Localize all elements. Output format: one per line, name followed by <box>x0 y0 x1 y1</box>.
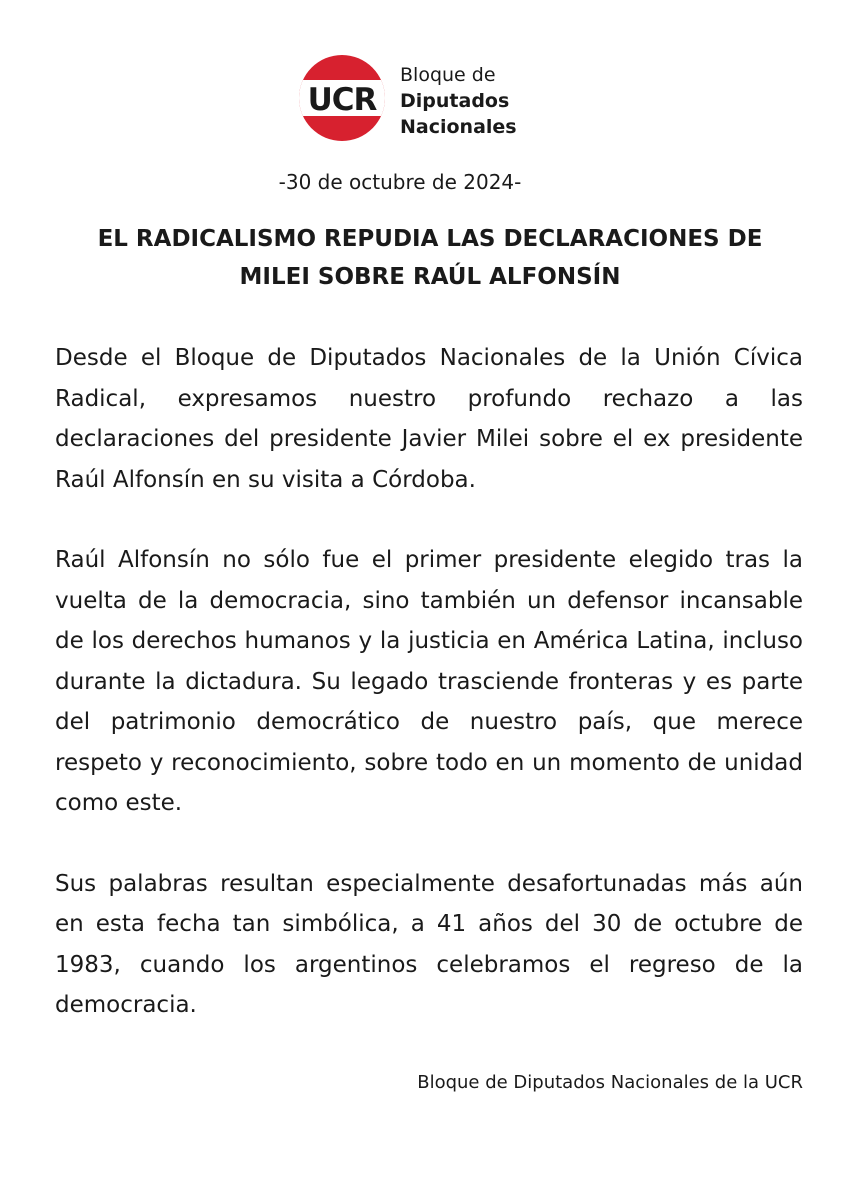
headline-line-1: EL RADICALISMO REPUDIA LAS DECLARACIONES DE <box>97 226 763 252</box>
headline <box>60 220 800 296</box>
logo-line-3: Nacionales <box>400 116 517 138</box>
logo-wordmark <box>400 62 517 140</box>
signature: Bloque de Diputados Nacionales de la UCR <box>417 1072 803 1093</box>
paragraph-1: Desde el Bloque de Diputados Nacionales de la Unión Cívica Radical, expresamos nuestro profundo rechazo a las declaraciones del presidente Javier Milei sobre el ex presidente Raúl Alfonsín en su visita a Córdoba. <box>55 345 803 493</box>
ucr-logo <box>298 54 538 144</box>
ucr-logo-mark <box>298 54 386 142</box>
paragraph-2: Raúl Alfonsín no sólo fue el primer presidente elegido tras la vuelta de la democracia, sino también un defensor incansable de los derechos humanos y la justicia en América Latina, incluso durante la dictadura. Su legado trasciende fronteras y es parte del patrimonio democrático de nuestro país, que merece respeto y reconocimiento, sobre todo en un momento de unidad como este. <box>55 547 803 816</box>
body-text <box>55 338 803 1026</box>
press-release-date: -30 de octubre de 2024- <box>278 170 522 194</box>
paragraph-3: Sus palabras resultan especialmente desafortunadas más aún en esta fecha tan simbólica, a 41 años del 30 de octubre de 1983, cuando los argentinos celebramos el regreso de la democracia. <box>55 870 803 1018</box>
logo-line-1: Bloque de <box>400 64 496 86</box>
logo-line-2: Diputados <box>400 90 510 112</box>
headline-line-2: MILEI SOBRE RAÚL ALFONSÍN <box>239 264 621 290</box>
logo-acronym: UCR <box>307 82 377 118</box>
